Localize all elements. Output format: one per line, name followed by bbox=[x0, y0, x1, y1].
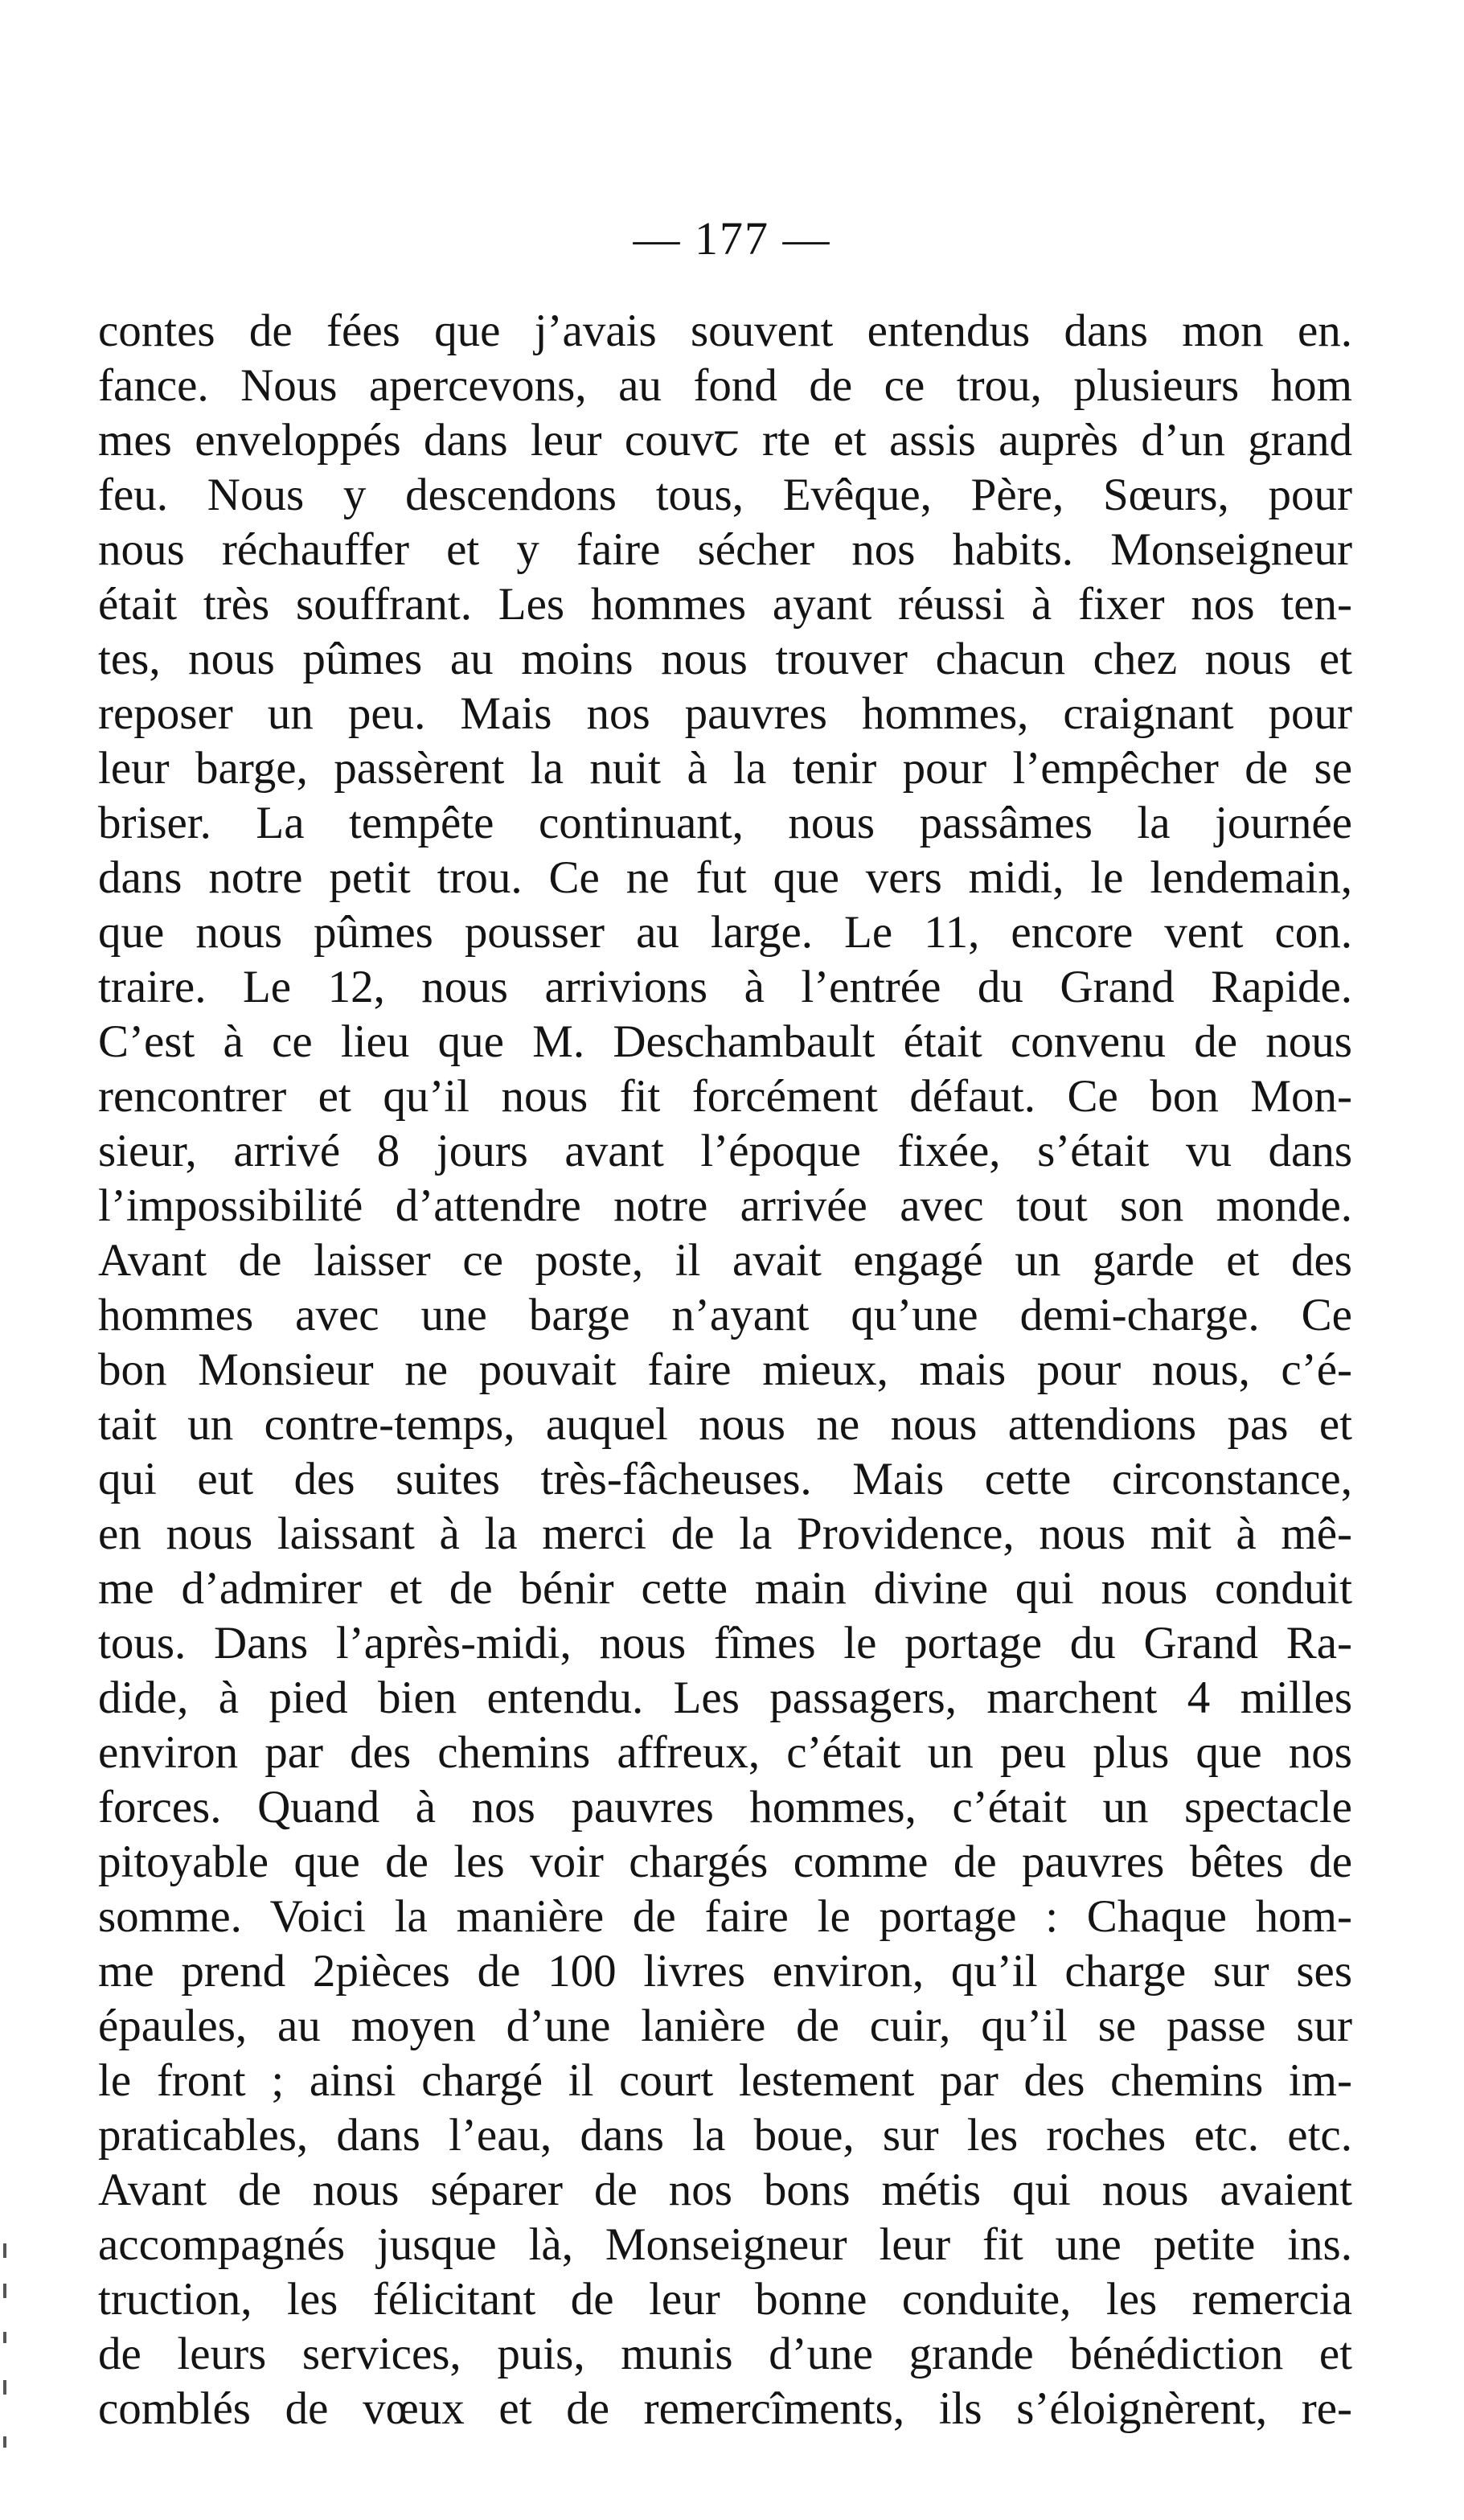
text-line: bon Monsieur ne pouvait faire mieux, mais pour nous, c’é- bbox=[98, 1344, 1352, 1395]
text-line: hommes avec une barge n’ayant qu’une demi-charge. Ce bbox=[98, 1290, 1352, 1340]
text-line: environ par des chemins affreux, c’était un peu plus que nos bbox=[98, 1727, 1352, 1778]
text-line: forces. Quand à nos pauvres hommes, c’était un spectacle bbox=[98, 1782, 1352, 1833]
text-line: fance. Nous apercevons, au fond de ce trou, plusieurs hom bbox=[98, 360, 1352, 411]
text-line: accompagnés jusque là, Monseigneur leur fit une petite ins. bbox=[98, 2219, 1352, 2270]
scan-edge-mark bbox=[3, 2243, 6, 2258]
text-line: le front ; ainsi chargé il court lestement par des chemins im- bbox=[98, 2055, 1352, 2106]
text-line: praticables, dans l’eau, dans la boue, sur les roches etc. etc. bbox=[98, 2110, 1352, 2161]
text-line: feu. Nous y descendons tous, Evêque, Père, Sœurs, pour bbox=[98, 470, 1352, 520]
text-line: qui eut des suites très-fâcheuses. Mais cette circonstance, bbox=[98, 1454, 1352, 1504]
scan-edge-mark bbox=[3, 2436, 6, 2448]
page-number: — 177 — bbox=[633, 212, 831, 265]
text-line: l’impossibilité d’attendre notre arrivée avec tout son monde. bbox=[98, 1180, 1352, 1231]
text-line: tes, nous pûmes au moins nous trouver chacun chez nous et bbox=[98, 634, 1352, 684]
text-line: tous. Dans l’après-midi, nous fîmes le portage du Grand Ra- bbox=[98, 1618, 1352, 1668]
text-line: dans notre petit trou. Ce ne fut que vers midi, le lendemain, bbox=[98, 852, 1352, 903]
text-line: me d’admirer et de bénir cette main divine qui nous conduit bbox=[98, 1563, 1352, 1614]
text-line: reposer un peu. Mais nos pauvres hommes, craignant pour bbox=[98, 688, 1352, 739]
text-line: pitoyable que de les voir chargés comme de pauvres bêtes de bbox=[98, 1837, 1352, 1887]
text-line: Avant de nous séparer de nos bons métis qui nous avaient bbox=[98, 2165, 1352, 2215]
text-line: traire. Le 12, nous arrivions à l’entrée du Grand Rapide. bbox=[98, 962, 1352, 1012]
text-line: était très souffrant. Les hommes ayant réussi à fixer nos ten- bbox=[98, 579, 1352, 630]
text-line: briser. La tempête continuant, nous passâmes la journée bbox=[98, 798, 1352, 848]
scan-edge-mark bbox=[3, 2284, 6, 2298]
text-line: sieur, arrivé 8 jours avant l’époque fixée, s’était vu dans bbox=[98, 1126, 1352, 1176]
text-line: de leurs services, puis, munis d’une grande bénédiction et bbox=[98, 2329, 1352, 2379]
text-line: tait un contre-temps, auquel nous ne nous attendions pas et bbox=[98, 1399, 1352, 1450]
scan-edge-mark bbox=[3, 2332, 6, 2343]
text-line: rencontrer et qu’il nous fit forcément défaut. Ce bon Mon- bbox=[98, 1071, 1352, 1122]
text-line: comblés de vœux et de remercîments, ils s’éloignèrent, re- bbox=[98, 2383, 1352, 2434]
text-line: dide, à pied bien entendu. Les passagers, marchent 4 milles bbox=[98, 1672, 1352, 1723]
text-line: mes enveloppés dans leur couvꞇ rte et assis auprès d’un grand bbox=[98, 415, 1352, 466]
text-line: leur barge, passèrent la nuit à la tenir pour l’empêcher de se bbox=[98, 743, 1352, 794]
text-line: C’est à ce lieu que M. Deschambault était convenu de nous bbox=[98, 1016, 1352, 1067]
text-line: me prend 2pièces de 100 livres environ, qu’il charge sur ses bbox=[98, 1946, 1352, 1997]
text-line: contes de fées que j’avais souvent entendus dans mon en. bbox=[98, 306, 1352, 356]
scan-edge-mark bbox=[3, 2380, 6, 2395]
text-line: truction, les félicitant de leur bonne conduite, les remercia bbox=[98, 2274, 1352, 2325]
text-line: nous réchauffer et y faire sécher nos habits. Monseigneur bbox=[98, 524, 1352, 575]
body-text bbox=[98, 304, 1352, 2436]
text-line: Avant de laisser ce poste, il avait engagé un garde et des bbox=[98, 1235, 1352, 1286]
text-line: en nous laissant à la merci de la Providence, nous mit à mê- bbox=[98, 1508, 1352, 1559]
text-line: épaules, au moyen d’une lanière de cuir, qu’il se passe sur bbox=[98, 2001, 1352, 2051]
text-line: somme. Voici la manière de faire le portage : Chaque hom- bbox=[98, 1891, 1352, 1942]
text-line: que nous pûmes pousser au large. Le 11, encore vent con. bbox=[98, 907, 1352, 958]
